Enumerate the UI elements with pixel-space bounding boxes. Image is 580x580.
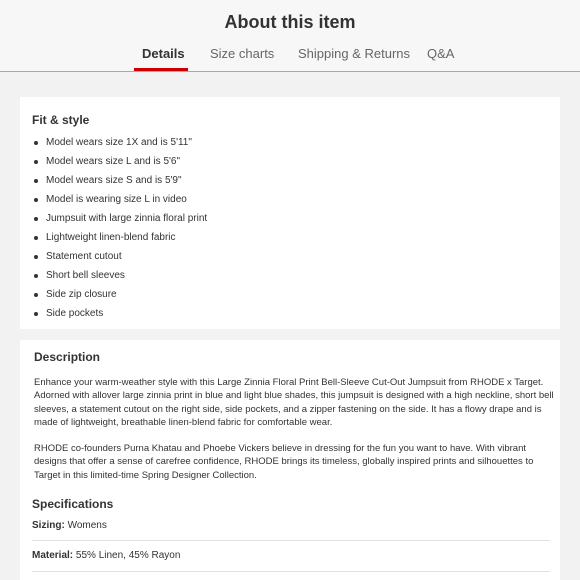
spec-row-sizing: Sizing: Womens [32,520,107,531]
fit-style-card [20,97,560,329]
description-paragraph: RHODE co-founders Purna Khatau and Phoebe Vickers believe in dressing for the fun you want to have. With vibrant designs that offer a sense of carefree confidence, RHODE brings its timeless, globally inspired prints and silhouettes to Target in this limited-time Spring Designer Collection. [34,443,534,481]
bullet-icon [34,179,38,183]
fit-style-title: Fit & style [32,113,90,127]
description-card [20,340,560,580]
divider [32,571,550,572]
header [0,0,580,72]
list-item: Side pockets [34,304,207,323]
tab-bar [0,46,580,72]
bullet-icon [34,255,38,259]
bullet-icon [34,312,38,316]
list-item: Model is wearing size L in video [34,190,207,209]
list-item: Short bell sleeves [34,266,207,285]
list-item: Model wears size L and is 5'6" [34,152,207,171]
spec-row-material: Material: 55% Linen, 45% Rayon [32,550,181,561]
list-item: Lightweight linen-blend fabric [34,228,207,247]
page-title: About this item [224,12,356,32]
list-item: Jumpsuit with large zinnia floral print [34,209,207,228]
tab-qa[interactable]: Q&A [427,46,455,61]
bullet-icon [34,293,38,297]
tab-size-charts[interactable]: Size charts [210,46,275,61]
description-paragraph: Enhance your warm-weather style with this Large Zinnia Floral Print Bell-Sleeve Cut-Out Jumpsuit from RHODE x Target. Adorned with allover large zinnia print in blue and light blue shades, this jumpsuit is designed with a high neckline, short bell sleeves, a statement cutout on the right side, side pockets, and a zipper fastening on the side. It has a flowy drape and is made of lightweight, breathable linen-blend fabric for comfortable wear. [34,377,554,428]
description-title: Description [34,350,101,364]
bullet-icon [34,236,38,240]
bullet-icon [34,217,38,221]
bullet-icon [34,198,38,202]
specifications-title: Specifications [32,497,114,511]
list-item: Model wears size S and is 5'9" [34,171,207,190]
list-item: Side zip closure [34,285,207,304]
tab-shipping-returns[interactable]: Shipping & Returns [298,46,411,61]
active-tab-indicator [134,68,188,71]
divider [32,540,550,541]
bullet-icon [34,160,38,164]
fit-style-list [34,133,207,323]
bullet-icon [34,274,38,278]
tab-details[interactable]: Details [142,46,185,61]
bullet-icon [34,141,38,145]
list-item: Model wears size 1X and is 5'11" [34,133,207,152]
list-item: Statement cutout [34,247,207,266]
